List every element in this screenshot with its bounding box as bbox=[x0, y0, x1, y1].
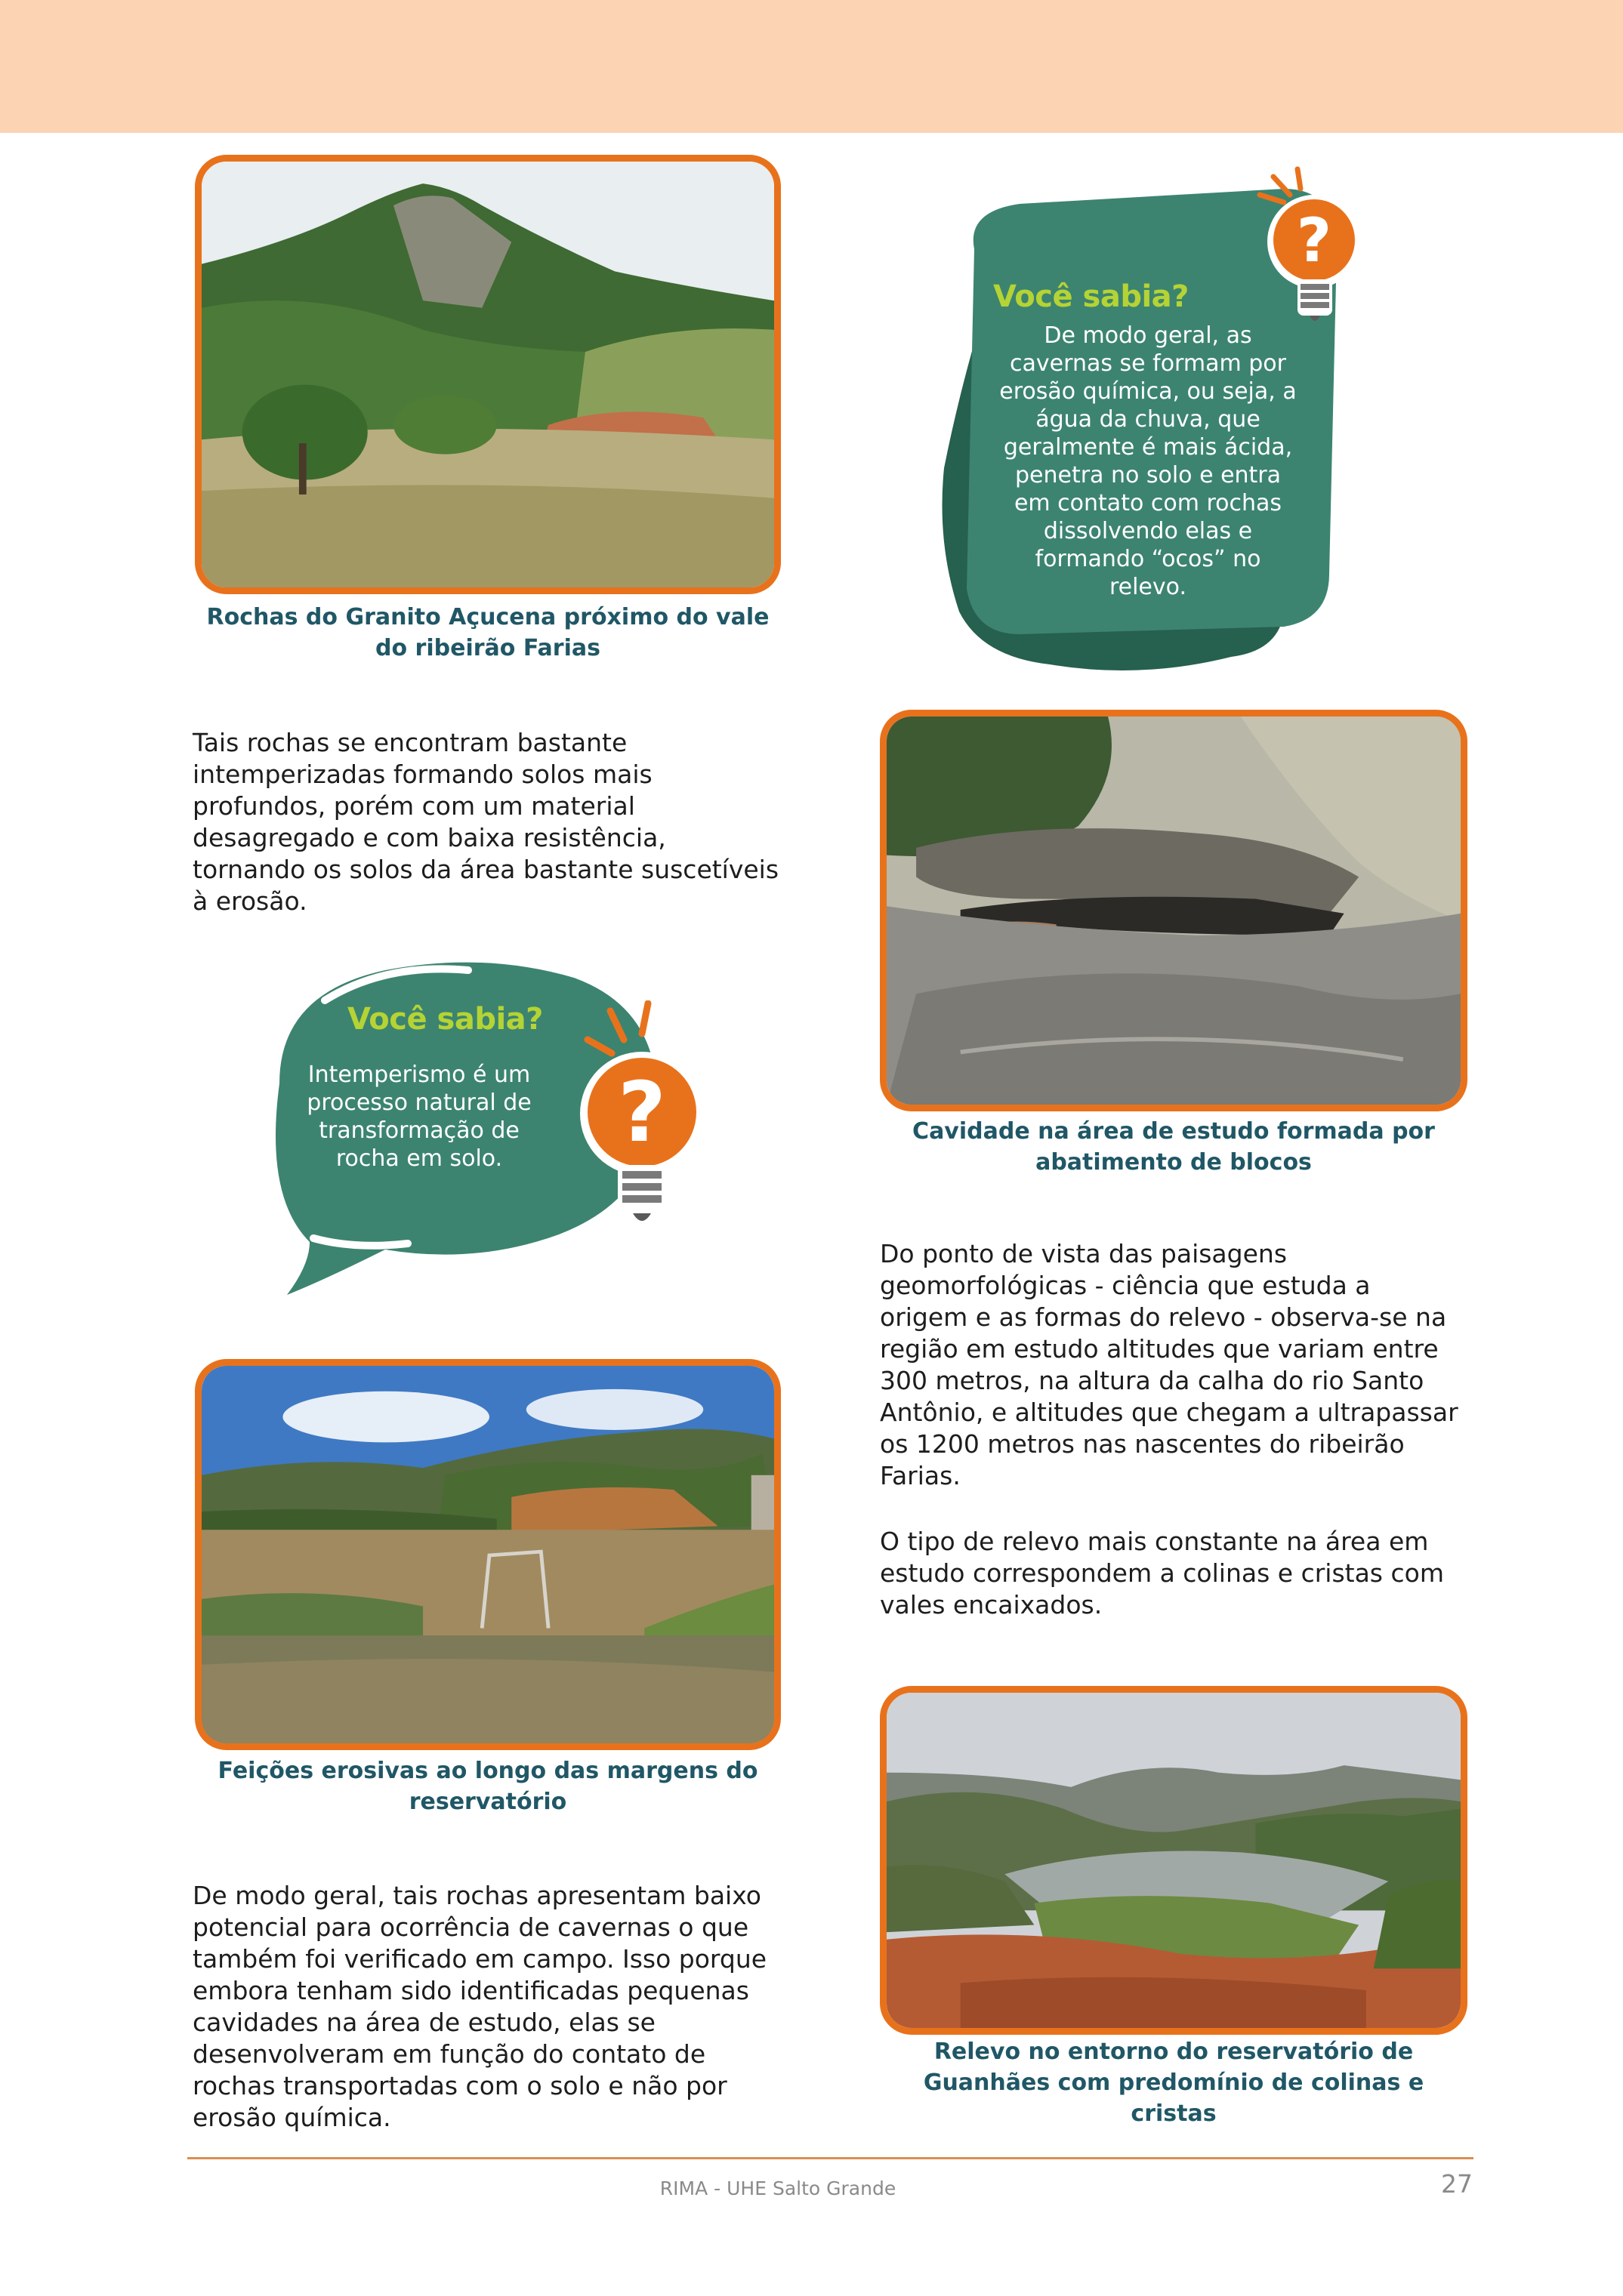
granite-hill-image bbox=[202, 162, 774, 587]
paragraph-weathered-rocks: Tais rochas se encontram bastante intemperizadas formando solos mais profundos, porém com um material desagregado e com baixa resistência, tornando os solos da área bastante suscetíveis à erosão. bbox=[193, 728, 779, 916]
relief-reservoir-image bbox=[887, 1693, 1461, 2028]
callout-caves bbox=[929, 166, 1420, 687]
paragraph-relief-type: O tipo de relevo mais constante na área em estudo correspondem a colinas e cristas com vales encaixados. bbox=[880, 1527, 1444, 1620]
photo-erosion-reservoir bbox=[195, 1359, 781, 1750]
caption-cavity: Cavidade na área de estudo formada por abatimento de blocos bbox=[912, 1118, 1435, 1176]
lightbulb-question-icon bbox=[566, 1000, 717, 1242]
footer-divider bbox=[187, 2157, 1473, 2159]
footer-title: RIMA - UHE Salto Grande bbox=[659, 2177, 896, 2199]
callout-weathering-text: Intemperismo é um processo natural de transformação de rocha em solo. bbox=[307, 1062, 532, 1172]
callout-caves-text: De modo geral, as cavernas se formam por erosão química, ou seja, a água da chuva, que geralmente é mais ácida, penetra no solo e entra em contato com rochas dissolvendo elas e formando “ocos” no relevo. bbox=[999, 322, 1297, 600]
photo-cavity bbox=[880, 710, 1467, 1111]
svg-text:?: ? bbox=[1296, 205, 1332, 276]
caption-erosion: Feições erosivas ao longo das margens do reservatório bbox=[218, 1758, 758, 1815]
paragraph-landscape: Do ponto de vista das paisagens geomorfológicas - ciência que estuda a origem e as formas do relevo - observa-se na região em estudo altitudes que variam entre 300 metros, na altura da calha do rio Santo Antônio, e altitudes que chegam a ultrapassar os 1200 metros nas nascentes do ribeirão Farias. bbox=[880, 1239, 1458, 1490]
paragraph-caves-potential: De modo geral, tais rochas apresentam baixo potencial para ocorrência de cavernas o que também foi verificado em campo. Isso porque embora tenham sido identificadas pequenas cavidades na área de estudo, elas se desenvolveram em função do contato de rochas transportadas com o solo e não por erosão química. bbox=[193, 1881, 767, 2132]
caption-granite: Rochas do Granito Açucena próximo do vale do ribeirão Farias bbox=[206, 604, 770, 661]
callout-weathering-title: Você sabia? bbox=[347, 1002, 543, 1037]
callout-weathering bbox=[234, 948, 717, 1295]
photo-granite-hill bbox=[195, 155, 781, 594]
lightbulb-question-icon bbox=[1246, 166, 1359, 340]
callout-caves-title: Você sabia? bbox=[993, 279, 1189, 314]
svg-text:?: ? bbox=[618, 1064, 666, 1160]
header-band bbox=[0, 0, 1623, 133]
cavity-image bbox=[887, 717, 1461, 1105]
page-number: 27 bbox=[1441, 2169, 1473, 2199]
photo-relief-reservoir bbox=[880, 1686, 1467, 2035]
erosion-reservoir-image bbox=[202, 1366, 774, 1743]
caption-relief: Relevo no entorno do reservatório de Guanhães com predomínio de colinas e cristas bbox=[923, 2039, 1424, 2127]
